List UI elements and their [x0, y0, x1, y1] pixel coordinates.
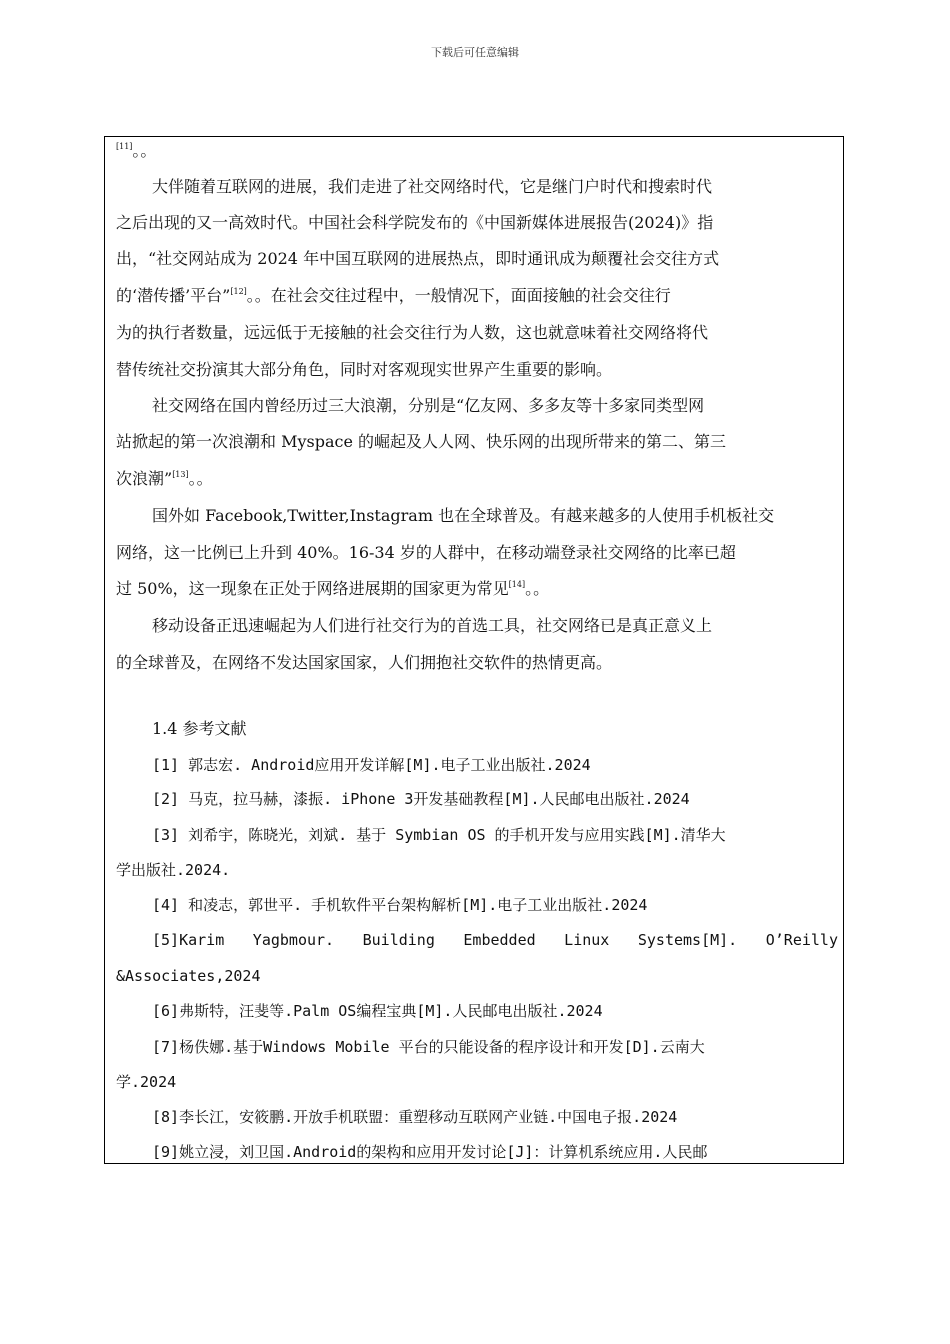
reference-item: 学出版社.2024. [116, 861, 231, 879]
reference-item: [9]姚立浸，刘卫国.Android的架构和应用开发讨论[J]：计算机系统应用.人民邮 [152, 1143, 708, 1161]
page-header: 下载后可任意编辑 [431, 46, 519, 59]
body-line: 替传统社交扮演其大部分角色，同时对客观现实世界产生重要的影响。 [116, 360, 613, 379]
body-line-text: 的‘潜传播’平台” [116, 286, 231, 305]
body-line-text: 。。 [132, 141, 157, 160]
reference-item: [6]弗斯特，汪斐等.Palm OS编程宝典[M].人民邮电出版社.2024 [152, 1002, 603, 1020]
body-line: 社交网络在国内曾经历过三大浪潮，分别是“亿友网、多多友等十多家同类型网 [152, 396, 705, 415]
body-line: 大伴随着互联网的进展，我们走进了社交网络时代，它是继门户时代和搜索时代 [152, 177, 713, 196]
body-line-text: 过 50%，这一现象在正处于网络进展期的国家更为常见 [116, 579, 509, 598]
reference-item: &Associates,2024 [116, 967, 261, 985]
reference-item: 学.2024 [116, 1073, 177, 1091]
citation-superscript: [14] [508, 580, 526, 589]
reference-item: [1] 郭志宏. Android应用开发详解[M].电子工业出版社.2024 [152, 756, 591, 774]
citation-superscript: [11] [116, 142, 133, 151]
reference-item: [8]李长江，安筱鹏.开放手机联盟：重塑移动互联网产业链.中国电子报.2024 [152, 1108, 678, 1126]
citation-superscript: [13] [172, 470, 189, 479]
body-line [116, 286, 838, 309]
body-line: 为的执行者数量，远远低于无接触的社会交往行为人数，这也就意味着社交网络将代 [116, 323, 709, 342]
body-line [116, 579, 838, 602]
reference-item: [5]Karim Yagbmour. Building Embedded Linux Systems[M]. O’Reilly [152, 931, 838, 949]
body-line-text: 。。在社会交往过程中，一般情况下，面面接触的社会交往行 [246, 286, 671, 305]
body-line [116, 141, 838, 164]
body-line-text: 次浪潮” [116, 469, 173, 488]
body-line: 的全球普及，在网络不发达国家国家，人们拥抱社交软件的热情更高。 [116, 653, 613, 672]
document-frame [104, 136, 844, 1164]
body-line-text: 。。 [188, 469, 213, 488]
reference-item: [4] 和凌志，郭世平. 手机软件平台架构解析[M].电子工业出版社.2024 [152, 896, 648, 914]
reference-item: [2] 马克，拉马赫，漆振. iPhone 3开发基础教程[M].人民邮电出版社.2024 [152, 790, 690, 808]
reference-item: [3] 刘希宇，陈晓光，刘斌. 基于 Symbian OS 的手机开发与应用实践[M].清华大 [152, 826, 726, 844]
body-line-text: 。。 [525, 579, 550, 598]
body-line: 站掀起的第一次浪潮和 Myspace 的崛起及人人网、快乐网的出现所带来的第二、第三 [116, 432, 727, 451]
body-line: 出，“社交网站成为 2024 年中国互联网的进展热点，即时通讯成为颠覆社会交往方式 [116, 249, 720, 268]
body-line: 移动设备正迅速崛起为人们进行社交行为的首选工具，社交网络已是真正意义上 [152, 616, 713, 635]
body-line: 网络，这一比例已上升到 40%。16-34 岁的人群中，在移动端登录社交网络的比率已超 [116, 543, 736, 562]
citation-superscript: [12] [230, 287, 247, 296]
reference-item: [7]杨佚娜.基于Windows Mobile 平台的只能设备的程序设计和开发[D].云南大 [152, 1038, 705, 1056]
references-heading: 1.4 参考文献 [152, 719, 247, 738]
body-line: 之后出现的又一高效时代。中国社会科学院发布的《中国新媒体进展报告(2024)》指 [116, 213, 714, 232]
body-line [116, 469, 838, 492]
body-line: 国外如 Facebook,Twitter,Instagram 也在全球普及。有越来越多的人使用手机板社交 [152, 506, 775, 525]
